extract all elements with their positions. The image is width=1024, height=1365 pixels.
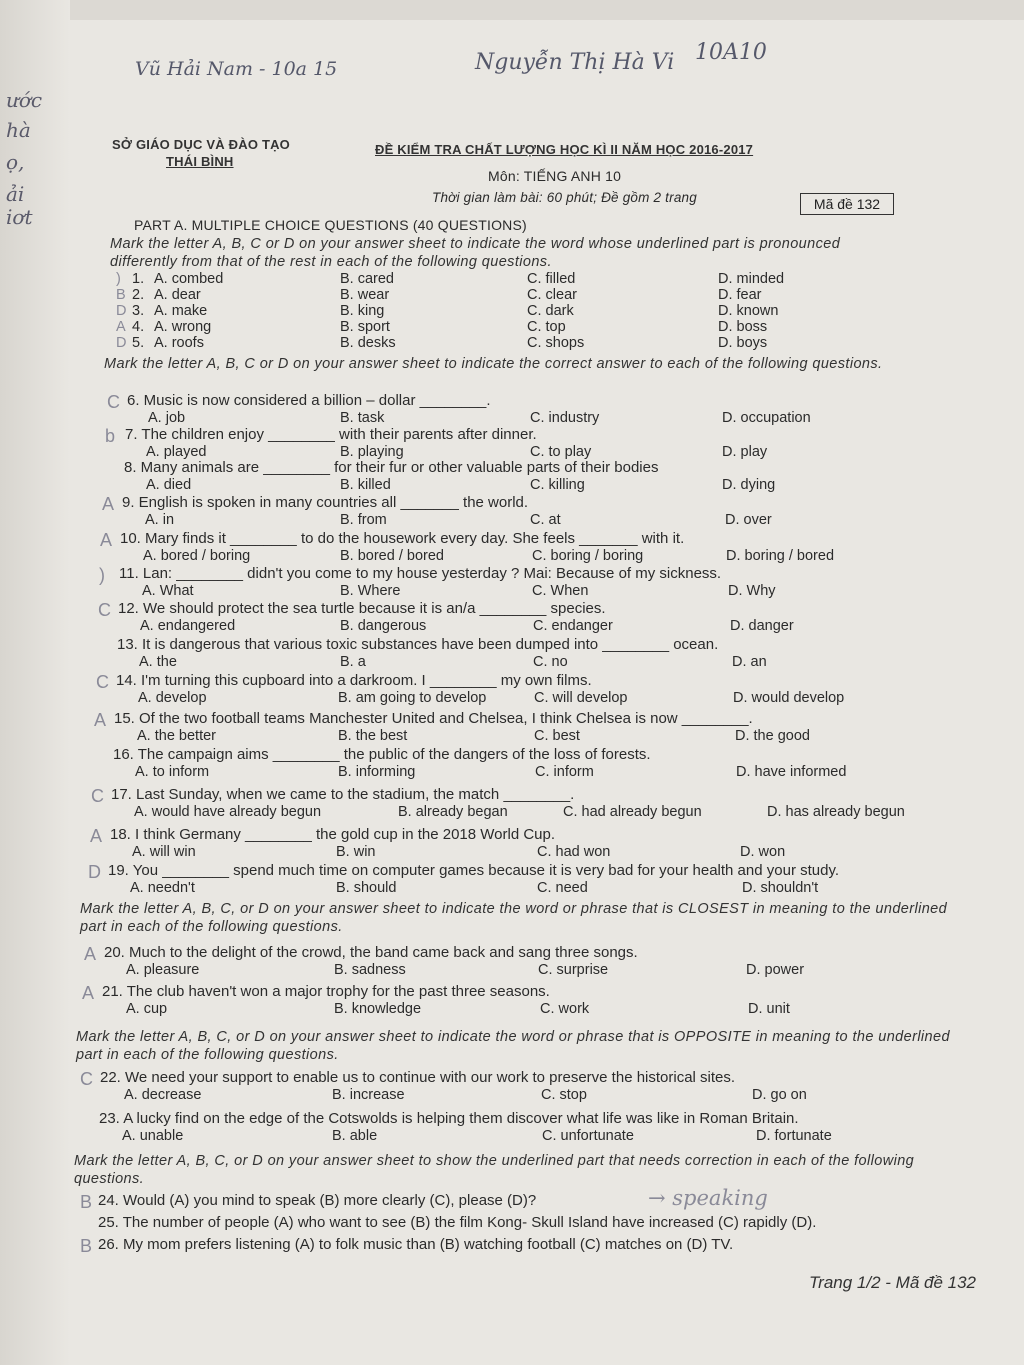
option-b: B. playing xyxy=(340,444,404,460)
option-d: D. minded xyxy=(718,271,785,287)
option-b: B. bored / bored xyxy=(340,548,444,564)
option-a: A. dear xyxy=(154,287,201,303)
option-c: C. will develop xyxy=(534,690,628,706)
option-c: C. at xyxy=(530,512,561,528)
handwritten-student-left: Vũ Hải Nam - 10a 15 xyxy=(135,58,338,80)
correction-sentence: 24. Would (A) you mind to speak (B) more clearly (C), please (D)? xyxy=(98,1192,537,1209)
correction-item xyxy=(0,1236,1024,1254)
option-b: B. the best xyxy=(338,728,408,744)
instruction-opposite: Mark the letter A, B, C, or D on your answer sheet to indicate the word or phrase that is OPPOSITE in meaning to the underlined part in each of the following questions. xyxy=(76,1029,950,1063)
option-c: C. industry xyxy=(530,410,600,426)
pronunciation-row xyxy=(0,335,1024,353)
handwritten-answer-mark: A xyxy=(100,530,113,550)
question-number: 4. xyxy=(132,319,145,335)
option-c: C. killing xyxy=(530,477,585,493)
handwritten-answer-mark: B xyxy=(80,1236,93,1256)
option-d: D. dying xyxy=(722,477,776,493)
handwritten-answer-mark: B xyxy=(116,287,126,303)
handwritten-answer-mark: A xyxy=(84,944,97,964)
option-b: B. already began xyxy=(398,804,508,820)
question-number: 3. xyxy=(132,303,145,319)
margin-note-5: iơt xyxy=(6,205,33,229)
handwritten-answer-mark: B xyxy=(80,1192,93,1212)
option-c: C. had already begun xyxy=(563,804,702,820)
handwritten-answer-mark: ) xyxy=(116,271,121,287)
option-d: D. over xyxy=(725,512,772,528)
page-footer: Trang 1/2 - Mã đề 132 xyxy=(809,1273,976,1292)
question-stem: 13. It is dangerous that various toxic substances have been dumped into ________ ocean. xyxy=(117,636,719,653)
question-stem: 21. The club haven't won a major trophy for the past three seasons. xyxy=(102,983,550,1000)
option-a: A. make xyxy=(154,303,208,319)
option-d: D. known xyxy=(718,303,779,319)
option-d: D. play xyxy=(722,444,768,460)
option-b: B. able xyxy=(332,1128,378,1144)
option-d: D. has already begun xyxy=(767,804,905,820)
option-b: B. should xyxy=(336,880,397,896)
question-stem: 14. I'm turning this cupboard into a darkroom. I ________ my own films. xyxy=(116,672,592,689)
option-a: A. bored / boring xyxy=(143,548,251,564)
question-stem: 11. Lan: ________ didn't you come to my house yesterday ? Mai: Because of my sickness. xyxy=(119,565,722,582)
option-b: B. knowledge xyxy=(334,1001,422,1017)
option-a: A. died xyxy=(146,477,192,493)
question-item xyxy=(0,636,1024,672)
question-stem: 10. Mary finds it ________ to do the housework every day. She feels _______ with it. xyxy=(120,530,685,547)
option-d: D. unit xyxy=(748,1001,790,1017)
option-a: A. pleasure xyxy=(126,962,200,978)
question-item xyxy=(0,710,1024,746)
option-a: A. to inform xyxy=(135,764,210,780)
option-d: D. power xyxy=(746,962,805,978)
option-a: A. wrong xyxy=(154,319,212,335)
option-a: A. needn't xyxy=(130,880,195,896)
option-d: D. go on xyxy=(752,1087,807,1103)
option-b: B. desks xyxy=(340,335,396,351)
question-stem: 18. I think Germany ________ the gold cup in the 2018 World Cup. xyxy=(110,826,556,843)
instruction-pronunciation: Mark the letter A, B, C or D on your answer sheet to indicate the word whose underlined part is pronounced differently from that of the rest in each of the following questions. xyxy=(110,236,841,270)
option-b: B. king xyxy=(340,303,385,319)
option-c: C. had won xyxy=(537,844,611,860)
option-a: A. played xyxy=(146,444,207,460)
question-stem: 23. A lucky find on the edge of the Cotswolds is helping them discover what life was like in Roman Britain. xyxy=(99,1110,799,1127)
option-d: D. occupation xyxy=(722,410,811,426)
option-d: D. fortunate xyxy=(756,1128,832,1144)
handwritten-answer-mark: C xyxy=(96,672,109,692)
handwritten-answer-mark: C xyxy=(98,600,111,620)
option-b: B. am going to develop xyxy=(338,690,487,706)
option-b: B. win xyxy=(336,844,376,860)
option-d: D. have informed xyxy=(736,764,847,780)
option-b: B. increase xyxy=(332,1087,405,1103)
question-item xyxy=(0,600,1024,636)
option-a: A. decrease xyxy=(124,1087,202,1103)
option-d: D. fear xyxy=(718,287,762,303)
option-b: B. sadness xyxy=(334,962,406,978)
margin-note-1: ước xyxy=(6,88,43,112)
option-c: C. need xyxy=(537,880,588,896)
option-d: D. won xyxy=(740,844,786,860)
correction-sentence: 25. The number of people (A) who want to see (B) the film Kong- Skull Island have increased (C) rapidly (D). xyxy=(98,1214,817,1231)
handwritten-answer-mark: ) xyxy=(99,565,105,585)
instruction-closest: Mark the letter A, B, C, or D on your answer sheet to indicate the word or phrase that is CLOSEST in meaning to the underlined part in each of the following questions. xyxy=(80,901,948,935)
question-stem: 20. Much to the delight of the crowd, the band came back and sang three songs. xyxy=(104,944,638,961)
option-c: C. stop xyxy=(541,1087,587,1103)
question-item xyxy=(0,944,1024,980)
option-a: A. in xyxy=(145,512,175,528)
handwritten-class: 10A10 xyxy=(695,40,767,65)
option-c: C. top xyxy=(527,319,566,335)
option-b: B. dangerous xyxy=(340,618,427,634)
question-item xyxy=(0,494,1024,530)
option-a: A. will win xyxy=(132,844,196,860)
question-item xyxy=(0,1110,1024,1146)
question-stem: 7. The children enjoy ________ with their parents after dinner. xyxy=(125,426,537,443)
exam-duration: Thời gian làm bài: 60 phút; Đề gồm 2 trang xyxy=(432,190,697,205)
question-item xyxy=(0,392,1024,428)
part-a-title: PART A. MULTIPLE CHOICE QUESTIONS (40 QUESTIONS) xyxy=(134,217,527,233)
handwritten-answer-mark: C xyxy=(80,1069,93,1089)
option-d: D. boss xyxy=(718,319,768,335)
option-d: D. boys xyxy=(718,335,768,351)
question-stem: 15. Of the two football teams Manchester United and Chelsea, I think Chelsea is now ________. xyxy=(114,710,753,727)
question-stem: 22. We need your support to enable us to continue with our work to preserve the historical sites. xyxy=(100,1069,736,1086)
question-stem: 16. The campaign aims ________ the public of the dangers of the loss of forests. xyxy=(113,746,651,763)
correction-sentence: 26. My mom prefers listening (A) to folk music than (B) watching football (C) matches on (D) TV. xyxy=(98,1236,734,1253)
option-a: A. unable xyxy=(122,1128,184,1144)
option-c: C. dark xyxy=(527,303,574,319)
option-c: C. best xyxy=(534,728,580,744)
option-c: C. inform xyxy=(535,764,594,780)
question-stem: 8. Many animals are ________ for their fur or other valuable parts of their bodies xyxy=(124,459,659,476)
option-b: B. from xyxy=(340,512,387,528)
option-c: C. no xyxy=(533,654,568,670)
option-a: A. What xyxy=(142,583,194,599)
margin-note-2: hà xyxy=(6,118,31,142)
option-c: C. surprise xyxy=(538,962,609,978)
option-a: A. the better xyxy=(137,728,216,744)
handwritten-answer-mark: C xyxy=(91,786,104,806)
handwritten-answer-mark: A xyxy=(82,983,95,1003)
option-a: A. job xyxy=(148,410,186,426)
option-a: A. develop xyxy=(138,690,207,706)
option-b: B. task xyxy=(340,410,385,426)
handwritten-student-name: Nguyễn Thị Hà Vi xyxy=(475,50,675,75)
option-c: C. endanger xyxy=(533,618,613,634)
option-c: C. work xyxy=(540,1001,590,1017)
option-d: D. an xyxy=(732,654,767,670)
question-stem: 12. We should protect the sea turtle because it is an/a ________ species. xyxy=(118,600,606,617)
margin-note-3: ọ, xyxy=(6,150,25,174)
option-a: A. would have already begun xyxy=(134,804,322,820)
question-item xyxy=(0,426,1024,462)
option-b: B. a xyxy=(340,654,366,670)
question-stem: 9. English is spoken in many countries all _______ the world. xyxy=(122,494,529,511)
option-b: B. informing xyxy=(338,764,416,780)
margin-note-4: ải xyxy=(6,182,25,206)
option-b: B. wear xyxy=(340,287,390,303)
option-d: D. the good xyxy=(735,728,810,744)
question-stem: 6. Music is now considered a billion – dollar ________. xyxy=(127,392,491,409)
question-item xyxy=(0,459,1024,495)
handwritten-answer-mark: D xyxy=(88,862,101,882)
option-c: C. filled xyxy=(527,271,576,287)
option-d: D. shouldn't xyxy=(742,880,819,896)
question-item xyxy=(0,530,1024,566)
option-c: C. When xyxy=(532,583,589,599)
option-c: C. to play xyxy=(530,444,592,460)
question-number: 1. xyxy=(132,271,145,287)
exam-subject: Môn: TIẾNG ANH 10 xyxy=(488,168,622,184)
question-stem: 19. You ________ spend much time on computer games because it is very bad for your health and your study. xyxy=(108,862,840,879)
handwritten-answer-mark: D xyxy=(116,335,127,351)
option-c: C. boring / boring xyxy=(532,548,644,564)
question-item xyxy=(0,746,1024,782)
question-item xyxy=(0,672,1024,708)
handwritten-answer-mark: D xyxy=(116,303,127,319)
instruction-correction: Mark the letter A, B, C, or D on your answer sheet to show the underlined part that needs correction in each of the following questions. xyxy=(74,1153,915,1187)
option-d: D. would develop xyxy=(733,690,845,706)
question-stem: 17. Last Sunday, when we came to the stadium, the match ________. xyxy=(111,786,575,803)
question-item xyxy=(0,1069,1024,1105)
option-b: B. sport xyxy=(340,319,390,335)
question-item xyxy=(0,565,1024,601)
option-c: C. unfortunate xyxy=(542,1128,634,1144)
option-a: A. cup xyxy=(126,1001,168,1017)
option-d: D. Why xyxy=(728,583,776,599)
question-item xyxy=(0,862,1024,898)
dept-line-1: SỞ GIÁO DỤC VÀ ĐÀO TẠO xyxy=(112,137,290,152)
option-a: A. roofs xyxy=(154,335,204,351)
handwritten-answer-mark: A xyxy=(90,826,103,846)
exam-title: ĐỀ KIỂM TRA CHẤT LƯỢNG HỌC KÌ II NĂM HỌC 2016-2017 xyxy=(375,142,754,157)
option-a: A. combed xyxy=(154,271,224,287)
option-b: B. Where xyxy=(340,583,401,599)
correction-item xyxy=(0,1192,1024,1210)
page-top-edge xyxy=(0,0,1024,20)
handwritten-answer-mark: b xyxy=(105,426,116,446)
option-c: C. shops xyxy=(527,335,585,351)
option-a: A. the xyxy=(139,654,177,670)
handwritten-answer-mark: A xyxy=(116,319,126,335)
instruction-grammar: Mark the letter A, B, C or D on your answer sheet to indicate the correct answer to each of the following questions. xyxy=(104,356,883,372)
question-number: 2. xyxy=(132,287,145,303)
option-b: B. killed xyxy=(340,477,391,493)
question-item xyxy=(0,786,1024,822)
correction-item xyxy=(0,1214,1024,1232)
question-item xyxy=(0,983,1024,1019)
handwritten-answer-mark: A xyxy=(94,710,107,730)
option-a: A. endangered xyxy=(140,618,236,634)
question-number: 5. xyxy=(132,335,145,351)
handwritten-q24-note: → speaking xyxy=(648,1186,768,1210)
option-d: D. danger xyxy=(730,618,794,634)
exam-code-box: Mã đề 132 xyxy=(800,193,894,215)
option-d: D. boring / bored xyxy=(726,548,835,564)
option-c: C. clear xyxy=(527,287,577,303)
question-item xyxy=(0,826,1024,862)
dept-line-2: THÁI BÌNH xyxy=(166,154,234,169)
handwritten-answer-mark: A xyxy=(102,494,115,514)
handwritten-answer-mark: C xyxy=(107,392,120,412)
option-b: B. cared xyxy=(340,271,394,287)
